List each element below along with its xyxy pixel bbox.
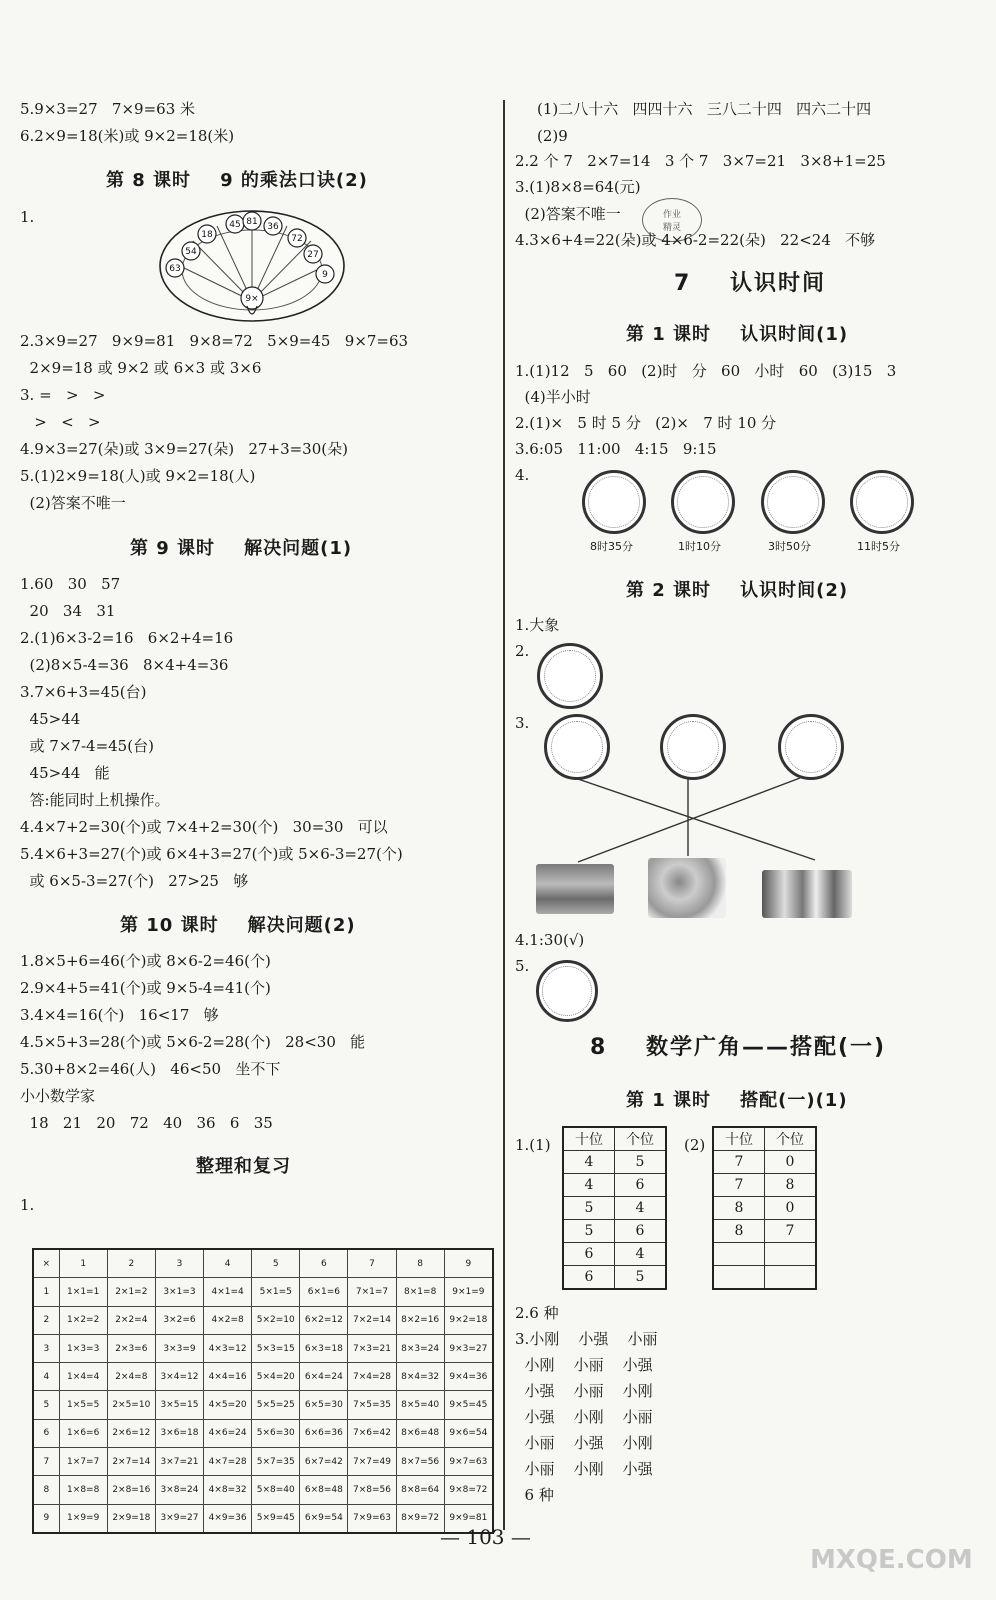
peacock-number: 63 xyxy=(169,264,181,274)
table-cell: 5 xyxy=(33,1391,59,1419)
table-cell: 个位 xyxy=(765,1127,817,1151)
table-cell: 6 xyxy=(300,1249,348,1278)
table-cell: 5×4=20 xyxy=(252,1363,300,1391)
table-cell: 3×7=21 xyxy=(155,1448,203,1476)
answer-line: (2) xyxy=(684,1136,706,1154)
table-cell: 3 xyxy=(33,1334,59,1362)
section-heading: 第 1 课时 搭配(一)(1) xyxy=(626,1090,848,1111)
table-cell: 4 xyxy=(204,1249,252,1278)
table-row xyxy=(713,1151,816,1174)
table-cell: 5×7=35 xyxy=(252,1448,300,1476)
clock-caption: 11时5分 xyxy=(857,540,900,553)
answer-line: 20 34 31 xyxy=(20,602,116,620)
table-cell: 4×6=24 xyxy=(204,1419,252,1447)
table-cell: 4 xyxy=(615,1243,667,1266)
table-cell: 8 xyxy=(713,1220,765,1243)
answer-line: (4)半小时 xyxy=(515,388,591,406)
table-cell: 3×5=15 xyxy=(155,1391,203,1419)
table-cell: 7 xyxy=(33,1448,59,1476)
table-cell: 9×8=72 xyxy=(444,1476,493,1504)
answer-line: (2)答案不唯一 xyxy=(515,205,621,223)
table-cell: 3×6=18 xyxy=(155,1419,203,1447)
table-cell: 4×2=8 xyxy=(204,1306,252,1334)
table-cell: 1×9=9 xyxy=(59,1504,107,1533)
table-cell: 0 xyxy=(765,1197,817,1220)
table-cell: 个位 xyxy=(615,1127,667,1151)
answer-line: 45>44 能 xyxy=(20,764,110,782)
answer-line: 3. xyxy=(515,714,530,732)
table-cell: 8×6=48 xyxy=(396,1419,444,1447)
answer-line: 45>44 xyxy=(20,710,81,728)
answer-line: 1.60 30 57 xyxy=(20,575,121,593)
table-cell: 7×5=35 xyxy=(348,1391,396,1419)
chapter-heading: 8 数学广角——搭配(一) xyxy=(590,1035,887,1060)
answer-line: 3. = > > xyxy=(20,386,106,404)
peacock-number: 9× xyxy=(245,294,259,304)
table-cell: 1×7=7 xyxy=(59,1448,107,1476)
table-cell: 5 xyxy=(615,1266,667,1290)
table-cell: 5 xyxy=(615,1151,667,1174)
table-cell: 9×4=36 xyxy=(444,1363,493,1391)
answer-line: 4.3×6+4=22(朵)或 4×6-2=22(朵) 22<24 不够 xyxy=(515,231,876,249)
answer-line: 答:能同时上机操作。 xyxy=(20,791,170,809)
table-cell xyxy=(765,1243,817,1266)
clock-face xyxy=(761,470,825,534)
section-heading: 第 10 课时 解决问题(2) xyxy=(120,915,356,936)
table-cell: 5 xyxy=(563,1197,615,1220)
table-cell: 7 xyxy=(713,1151,765,1174)
table-cell: 3×2=6 xyxy=(155,1306,203,1334)
table-cell: 8 xyxy=(713,1197,765,1220)
matching-lines xyxy=(570,778,840,868)
table-cell: 3×3=9 xyxy=(155,1334,203,1362)
table-cell: 5×3=15 xyxy=(252,1334,300,1362)
table-cell: 8×9=72 xyxy=(396,1504,444,1533)
chapter-heading: 7 认识时间 xyxy=(674,271,826,296)
table-cell: 6×3=18 xyxy=(300,1334,348,1362)
answer-line: 3.(1)8×8=64(元) xyxy=(515,178,641,196)
table-cell: 2×3=6 xyxy=(107,1334,155,1362)
table-cell: 5×9=45 xyxy=(252,1504,300,1533)
answer-line: 2.3×9=27 9×9=81 9×8=72 5×9=45 9×7=63 xyxy=(20,332,409,350)
table-cell: 9 xyxy=(444,1249,493,1278)
table-cell xyxy=(713,1243,765,1266)
answer-line: 5.30+8×2=46(人) 46<50 坐不下 xyxy=(20,1060,281,1078)
table-cell: 4 xyxy=(615,1197,667,1220)
table-cell: 2×4=8 xyxy=(107,1363,155,1391)
clock-face xyxy=(778,714,844,780)
table-row xyxy=(713,1220,816,1243)
table-cell: 十位 xyxy=(713,1127,765,1151)
table-row xyxy=(713,1266,816,1290)
digit-table-2 xyxy=(712,1126,817,1290)
table-cell: 3×8=24 xyxy=(155,1476,203,1504)
table-cell: 4×8=32 xyxy=(204,1476,252,1504)
table-cell: 5×2=10 xyxy=(252,1306,300,1334)
table-row xyxy=(33,1391,493,1419)
answer-line: (2)8×5-4=36 8×4+4=36 xyxy=(20,656,229,674)
clock-face xyxy=(544,714,610,780)
table-cell: 5×1=5 xyxy=(252,1278,300,1306)
table-cell: 4 xyxy=(563,1174,615,1197)
peacock-illustration xyxy=(155,206,350,324)
clock-face xyxy=(536,960,598,1022)
table-cell: 3×4=12 xyxy=(155,1363,203,1391)
answer-line: 2.(1)6×3-2=16 6×2+4=16 xyxy=(20,629,234,647)
table-cell: 9×7=63 xyxy=(444,1448,493,1476)
table-cell: 5×8=40 xyxy=(252,1476,300,1504)
table-row xyxy=(33,1306,493,1334)
table-cell: 7×2=14 xyxy=(348,1306,396,1334)
table-row xyxy=(33,1504,493,1533)
answer-line: 4.5×5+3=28(个)或 5×6-2=28(个) 28<30 能 xyxy=(20,1033,366,1051)
answer-line: 3.6:05 11:00 4:15 9:15 xyxy=(515,440,717,458)
table-row xyxy=(563,1151,666,1174)
answer-line: 1.(1) xyxy=(515,1136,551,1154)
table-cell: 2×7=14 xyxy=(107,1448,155,1476)
answer-line: 4. xyxy=(515,466,530,484)
table-cell: 9 xyxy=(33,1504,59,1533)
table-cell: 9×1=9 xyxy=(444,1278,493,1306)
table-row xyxy=(563,1243,666,1266)
table-cell: 1×3=3 xyxy=(59,1334,107,1362)
table-row xyxy=(713,1174,816,1197)
table-cell: 5 xyxy=(252,1249,300,1278)
table-cell: 7 xyxy=(713,1174,765,1197)
table-cell: 7 xyxy=(348,1249,396,1278)
table-cell: 8 xyxy=(33,1476,59,1504)
table-cell: 3 xyxy=(155,1249,203,1278)
clock-face xyxy=(537,643,603,709)
table-cell: 6×7=42 xyxy=(300,1448,348,1476)
peacock-number: 81 xyxy=(246,217,258,227)
table-cell: 4×3=12 xyxy=(204,1334,252,1362)
answer-line: (1)二八十六 四四十六 三八二十四 四六二十四 xyxy=(537,100,872,118)
section-heading: 第 2 课时 认识时间(2) xyxy=(626,580,849,601)
table-cell: 8×4=32 xyxy=(396,1363,444,1391)
table-row xyxy=(33,1363,493,1391)
table-cell: 7 xyxy=(765,1220,817,1243)
table-cell: 5×5=25 xyxy=(252,1391,300,1419)
answer-line: 3.4×4=16(个) 16<17 够 xyxy=(20,1006,219,1024)
section-heading: 整理和复习 xyxy=(196,1156,291,1177)
table-cell: 8×8=64 xyxy=(396,1476,444,1504)
answer-line: 3.小刚 小强 小丽 xyxy=(515,1330,658,1348)
table-cell: 6×8=48 xyxy=(300,1476,348,1504)
table-header-row xyxy=(713,1127,816,1151)
table-cell: 4×1=4 xyxy=(204,1278,252,1306)
answer-line: 4.9×3=27(朵)或 3×9=27(朵) 27+3=30(朵) xyxy=(20,440,348,458)
answer-line: 18 21 20 72 40 36 6 35 xyxy=(20,1114,273,1132)
answer-line: 1.大象 xyxy=(515,616,560,634)
table-cell: 2×9=18 xyxy=(107,1504,155,1533)
table-cell: 2×8=16 xyxy=(107,1476,155,1504)
table-cell: 1×6=6 xyxy=(59,1419,107,1447)
answer-line: 小强 小丽 小刚 xyxy=(515,1382,653,1400)
table-cell: 2×2=4 xyxy=(107,1306,155,1334)
table-cell: 2 xyxy=(33,1306,59,1334)
table-cell: 4 xyxy=(563,1151,615,1174)
table-cell: 3×9=27 xyxy=(155,1504,203,1533)
table-row xyxy=(33,1419,493,1447)
table-row xyxy=(33,1334,493,1362)
answer-line: 1. xyxy=(20,208,35,226)
scene-image-classroom xyxy=(648,858,726,918)
table-cell: 4 xyxy=(33,1363,59,1391)
clock-face xyxy=(671,470,735,534)
answer-line: 5.(1)2×9=18(人)或 9×2=18(人) xyxy=(20,467,256,485)
table-row xyxy=(713,1243,816,1266)
table-cell: 4×9=36 xyxy=(204,1504,252,1533)
table-row xyxy=(33,1476,493,1504)
clock-caption: 1时10分 xyxy=(678,540,721,553)
table-cell: 1×1=1 xyxy=(59,1278,107,1306)
table-row xyxy=(713,1197,816,1220)
clock-caption: 3时50分 xyxy=(768,540,811,553)
answer-line: 2. xyxy=(515,642,530,660)
answer-line: 4.1:30(√) xyxy=(515,931,585,949)
table-cell: 8×2=16 xyxy=(396,1306,444,1334)
table-cell: 9×5=45 xyxy=(444,1391,493,1419)
table-row xyxy=(33,1448,493,1476)
section-heading: 第 8 课时 9 的乘法口诀(2) xyxy=(106,170,368,191)
table-cell: 8 xyxy=(765,1174,817,1197)
table-cell: 2×5=10 xyxy=(107,1391,155,1419)
table-cell: 6×9=54 xyxy=(300,1504,348,1533)
table-cell: 1×8=8 xyxy=(59,1476,107,1504)
table-cell: 6 xyxy=(615,1220,667,1243)
multiplication-table xyxy=(32,1248,494,1534)
table-cell: 2×6=12 xyxy=(107,1419,155,1447)
section-heading: 第 1 课时 认识时间(1) xyxy=(626,324,849,345)
section-heading: 第 9 课时 解决问题(1) xyxy=(130,538,353,559)
table-cell: 7×1=7 xyxy=(348,1278,396,1306)
table-cell: 6×2=12 xyxy=(300,1306,348,1334)
table-row xyxy=(563,1174,666,1197)
table-row xyxy=(563,1220,666,1243)
answer-line: 6 种 xyxy=(515,1486,554,1504)
table-cell: 1×5=5 xyxy=(59,1391,107,1419)
answer-line: 2.(1)× 5 时 5 分 (2)× 7 时 10 分 xyxy=(515,414,777,432)
answer-line: 6.2×9=18(米)或 9×2=18(米) xyxy=(20,127,235,145)
table-cell: 7×4=28 xyxy=(348,1363,396,1391)
table-cell: 1 xyxy=(33,1278,59,1306)
table-cell: 十位 xyxy=(563,1127,615,1151)
peacock-number: 36 xyxy=(267,222,279,232)
table-cell: 7×6=42 xyxy=(348,1419,396,1447)
answer-line: 1.(1)12 5 60 (2)时 分 60 小时 60 (3)15 3 xyxy=(515,362,897,380)
table-cell: 8×5=40 xyxy=(396,1391,444,1419)
peacock-number: 45 xyxy=(229,220,241,230)
table-cell: 6×1=6 xyxy=(300,1278,348,1306)
table-cell: 7×3=21 xyxy=(348,1334,396,1362)
table-cell: 1×2=2 xyxy=(59,1306,107,1334)
peacock-number: 9 xyxy=(322,270,328,280)
table-cell: 0 xyxy=(765,1151,817,1174)
table-cell: 9×6=54 xyxy=(444,1419,493,1447)
table-cell: 6 xyxy=(615,1174,667,1197)
scene-image-teacher xyxy=(762,870,852,918)
answer-line: 2×9=18 或 9×2 或 6×3 或 3×6 xyxy=(20,359,262,377)
table-cell: 8×1=8 xyxy=(396,1278,444,1306)
answer-line: 4.4×7+2=30(个)或 7×4+2=30(个) 30=30 可以 xyxy=(20,818,388,836)
answer-line: 2.2 个 7 2×7=14 3 个 7 3×7=21 3×8+1=25 xyxy=(515,152,886,170)
clock-caption: 8时35分 xyxy=(590,540,633,553)
table-cell: 9×9=81 xyxy=(444,1504,493,1533)
digit-table-1 xyxy=(562,1126,667,1290)
answer-line: 或 6×5-3=27(个) 27>25 够 xyxy=(20,872,249,890)
answer-line: 小刚 小丽 小强 xyxy=(515,1356,653,1374)
table-cell: 6 xyxy=(33,1419,59,1447)
table-cell: 2 xyxy=(107,1249,155,1278)
table-header-row xyxy=(563,1127,666,1151)
peacock-number: 72 xyxy=(291,234,303,244)
table-cell: 6×5=30 xyxy=(300,1391,348,1419)
answer-line: (2)答案不唯一 xyxy=(20,494,126,512)
page-number: — 103 — xyxy=(440,1525,531,1549)
table-cell: 2×1=2 xyxy=(107,1278,155,1306)
clock-face xyxy=(850,470,914,534)
answer-line: 2.9×4+5=41(个)或 9×5-4=41(个) xyxy=(20,979,271,997)
table-cell: 4×5=20 xyxy=(204,1391,252,1419)
table-cell: 1 xyxy=(59,1249,107,1278)
table-cell: 1×4=4 xyxy=(59,1363,107,1391)
table-cell: 3×1=3 xyxy=(155,1278,203,1306)
table-cell: 9×2=18 xyxy=(444,1306,493,1334)
answer-line: 1. xyxy=(20,1196,35,1214)
table-cell: 8 xyxy=(396,1249,444,1278)
table-cell: 9×3=27 xyxy=(444,1334,493,1362)
answer-line: 5. xyxy=(515,957,530,975)
answer-line: 小丽 小强 小刚 xyxy=(515,1434,653,1452)
watermark: MXQE.COM xyxy=(810,1545,973,1575)
peacock-number: 18 xyxy=(201,230,213,240)
clock-face xyxy=(660,714,726,780)
answer-line: 3.7×6+3=45(台) xyxy=(20,683,147,701)
column-divider xyxy=(503,100,505,1530)
table-cell: 6 xyxy=(563,1266,615,1290)
peacock-number: 54 xyxy=(185,247,197,257)
table-cell: 8×7=56 xyxy=(396,1448,444,1476)
table-cell: 5×6=30 xyxy=(252,1419,300,1447)
table-cell: 4×4=16 xyxy=(204,1363,252,1391)
clock-face xyxy=(582,470,646,534)
table-cell xyxy=(765,1266,817,1290)
scene-image-beach xyxy=(536,864,614,914)
table-cell: × xyxy=(33,1249,59,1278)
table-cell: 6×4=24 xyxy=(300,1363,348,1391)
answer-line: 2.6 种 xyxy=(515,1304,559,1322)
table-cell: 7×8=56 xyxy=(348,1476,396,1504)
answer-line: 小小数学家 xyxy=(20,1087,96,1105)
table-cell: 6×6=36 xyxy=(300,1419,348,1447)
table-cell: 5 xyxy=(563,1220,615,1243)
answer-line: 小强 小刚 小丽 xyxy=(515,1408,653,1426)
table-header-row xyxy=(33,1249,493,1278)
table-cell: 8×3=24 xyxy=(396,1334,444,1362)
table-cell: 7×9=63 xyxy=(348,1504,396,1533)
table-row xyxy=(563,1266,666,1290)
peacock-number: 27 xyxy=(307,250,319,260)
table-row xyxy=(563,1197,666,1220)
table-cell: 7×7=49 xyxy=(348,1448,396,1476)
answer-line: (2)9 xyxy=(537,127,568,145)
table-cell: 6 xyxy=(563,1243,615,1266)
table-row xyxy=(33,1278,493,1306)
answer-line: 小丽 小刚 小强 xyxy=(515,1460,653,1478)
answer-line: 5.4×6+3=27(个)或 6×4+3=27(个)或 5×6-3=27(个) xyxy=(20,845,403,863)
answer-line: 1.8×5+6=46(个)或 8×6-2=46(个) xyxy=(20,952,271,970)
table-cell xyxy=(713,1266,765,1290)
answer-line: 5.9×3=27 7×9=63 米 xyxy=(20,100,196,118)
table-cell: 4×7=28 xyxy=(204,1448,252,1476)
homework-stamp: 作业 精灵 xyxy=(642,198,702,242)
answer-line: > < > xyxy=(20,413,101,431)
answer-line: 或 7×7-4=45(台) xyxy=(20,737,154,755)
